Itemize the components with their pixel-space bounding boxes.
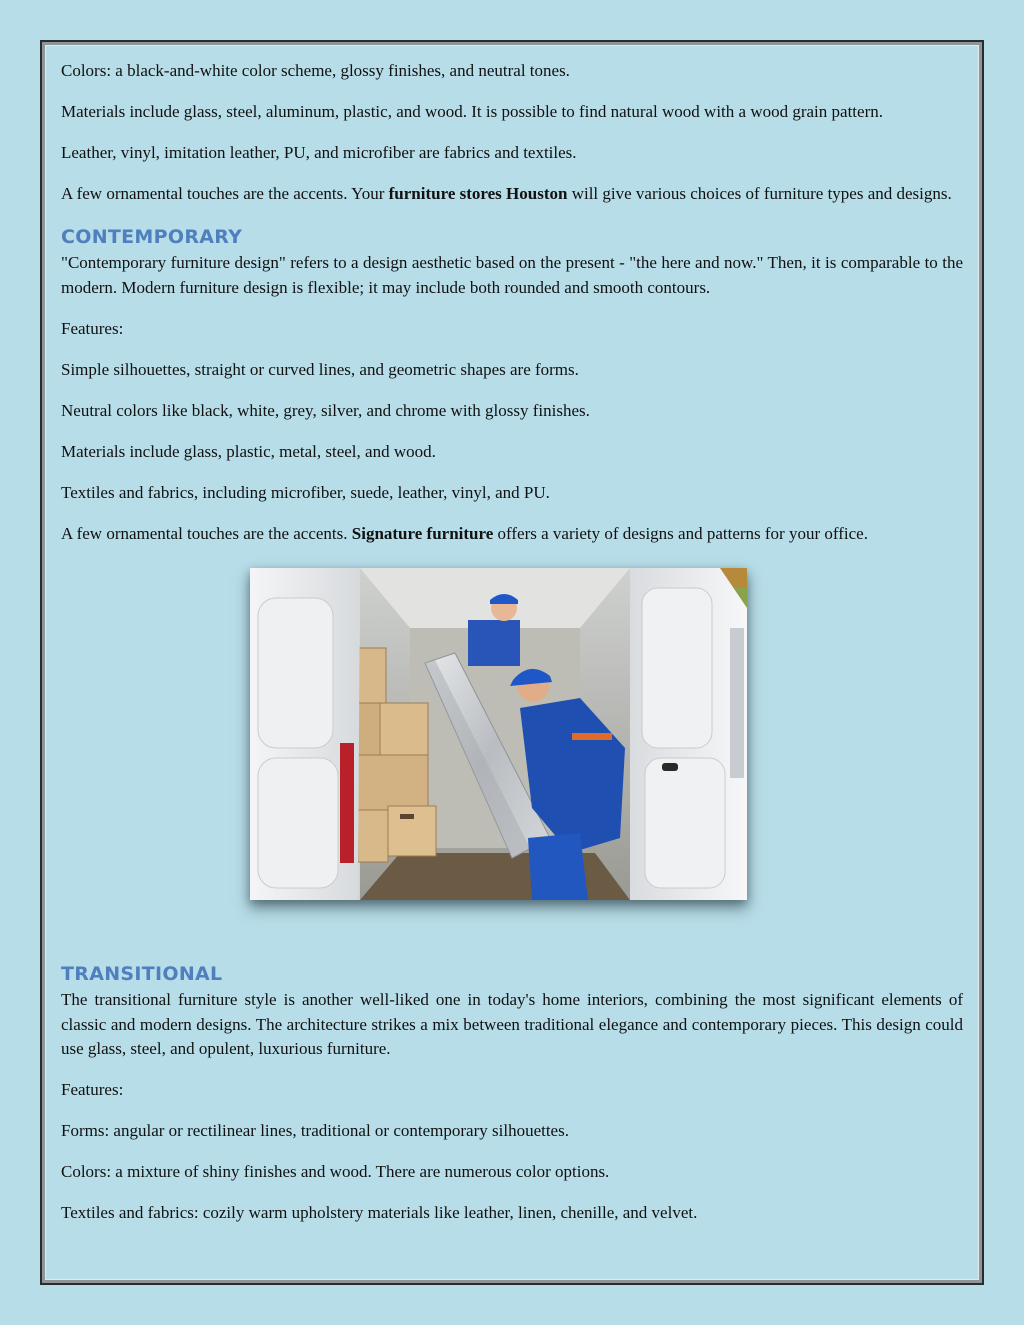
contemporary-accents-text-1: A few ornamental touches are the accents. [61,523,352,543]
transitional-feature-textiles: Textiles and fabrics: cozily warm upholstery materials like leather, linen, chenille, and velvet. [61,1203,698,1222]
contemporary-features-label: Features: [61,318,124,338]
heading-transitional: TRANSITIONAL [61,963,223,985]
intro-colors: Colors: a black-and-white color scheme, glossy finishes, and neutral tones. [61,61,570,80]
page-frame-inner [45,45,979,1280]
contemporary-feature-textiles: Textiles and fabrics, including microfiber, suede, leather, vinyl, and PU. [61,482,550,502]
signature-furniture-link: Signature furniture [351,523,494,543]
furniture-stores-houston-link: furniture stores Houston [388,184,568,203]
intro-accents [61,182,963,207]
transitional-feature-forms: Forms: angular or rectilinear lines, traditional or contemporary silhouettes. [61,1121,569,1140]
contemporary-feature-materials: Materials include glass, plastic, metal, steel, and wood. [61,441,436,461]
intro-materials: Materials include glass, steel, aluminum, plastic, and wood. It is possible to find natural wood with a wood grain pattern. [61,102,883,121]
movers-van-illustration [250,568,747,900]
contemporary-feature-accents [61,522,963,547]
transitional-intro: The transitional furniture style is another well-liked one in today's home interiors, combining the most significant elements of classic and modern designs. The architecture strikes a mix between traditional elegance and contemporary pieces. This design could use glass, steel, and opulent, luxurious furniture. [61,990,963,1058]
document-content [61,59,963,1242]
intro-fabrics: Leather, vinyl, imitation leather, PU, and microfiber are fabrics and textiles. [61,143,577,162]
intro-accents-text-2: will give various choices of furniture types and designs. [567,184,952,203]
heading-contemporary: CONTEMPORARY [61,226,243,248]
page-frame [40,40,984,1285]
contemporary-intro: "Contemporary furniture design" refers to a design aesthetic based on the present - "the here and now." Then, it is comparable to the modern. Modern furniture design is flexible; it may include both rounded and smooth contours. [61,253,963,297]
transitional-feature-colors: Colors: a mixture of shiny finishes and wood. There are numerous color options. [61,1162,610,1181]
movers-van-photo [250,568,747,900]
contemporary-feature-forms: Simple silhouettes, straight or curved lines, and geometric shapes are forms. [61,359,579,379]
transitional-features-label: Features: [61,1080,124,1099]
contemporary-feature-colors: Neutral colors like black, white, grey, silver, and chrome with glossy finishes. [61,400,590,420]
intro-accents-text-1: A few ornamental touches are the accents. Your [61,184,389,203]
photo-spacer [61,900,963,960]
contemporary-accents-text-2: offers a variety of designs and patterns for your office. [493,523,868,543]
